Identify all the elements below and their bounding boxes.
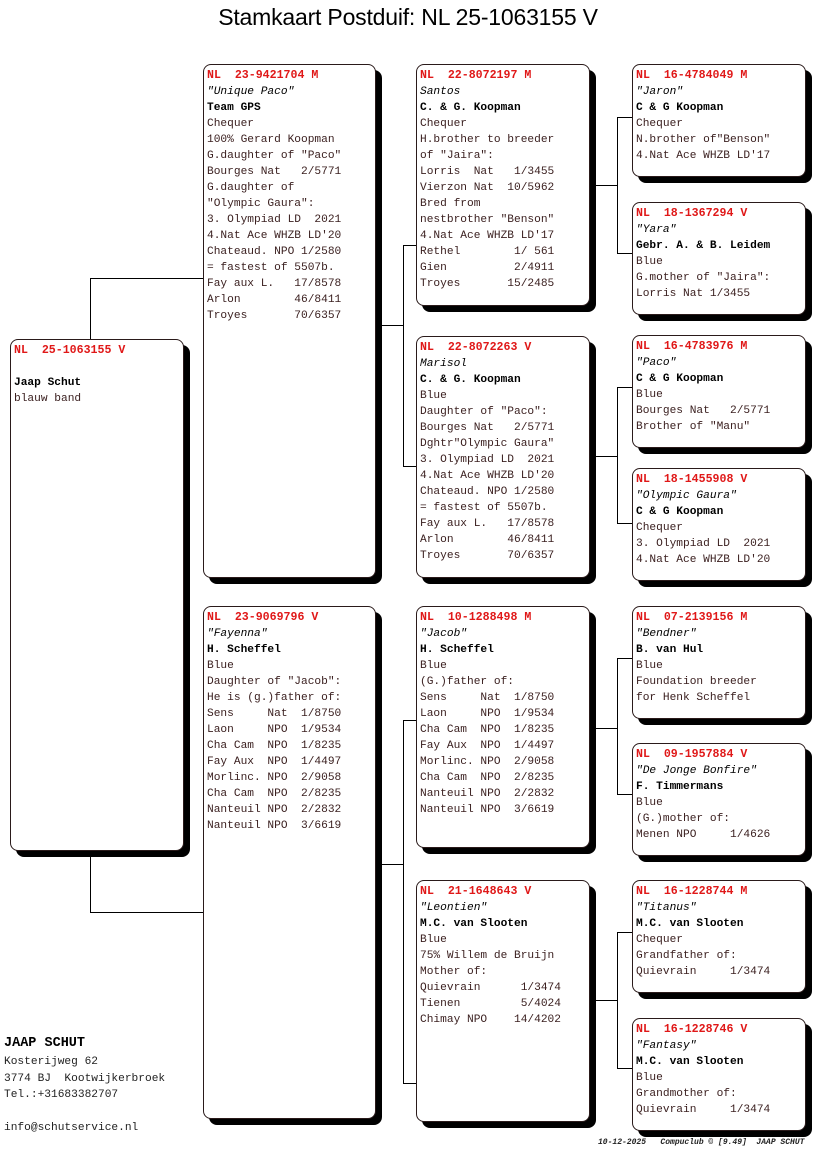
info-line: Morlinc. NPO 2/9058	[420, 756, 555, 768]
info-line: Chequer	[636, 934, 683, 946]
great-grandparent-card-dds[interactable]	[632, 880, 806, 993]
connector	[403, 245, 404, 467]
owner-phone: Tel.:+31683382707	[4, 1089, 119, 1101]
info-line: Arlon 46/8411	[420, 534, 555, 546]
breeder-name: H. Scheffel	[207, 644, 281, 656]
connector	[90, 278, 204, 279]
pigeon-name: "De Jonge Bonfire"	[636, 765, 757, 777]
pigeon-name: Marisol	[420, 358, 467, 370]
info-line: Cha Cam NPO 2/8235	[207, 788, 342, 800]
breeder-name: Gebr. A. & B. Leidem	[636, 240, 771, 252]
info-line: Chequer	[420, 118, 467, 130]
owner-email[interactable]: info@schutservice.nl	[4, 1121, 139, 1134]
info-line: Grandfather of:	[636, 950, 737, 962]
ring-number: NL 21-1648643 V	[420, 885, 532, 898]
connector	[617, 1068, 633, 1069]
info-line: Lorris Nat 1/3455	[420, 166, 555, 178]
breeder-name: F. Timmermans	[636, 781, 724, 793]
ring-number: NL 25-1063155 V	[14, 344, 126, 357]
info-line: Mother of:	[420, 966, 488, 978]
breeder-name: C & G Koopman	[636, 506, 724, 518]
info-line: 100% Gerard Koopman	[207, 134, 335, 146]
info-line: 3. Olympiad LD 2021	[636, 538, 771, 550]
info-line: Chequer	[207, 118, 254, 130]
info-line: G.daughter of	[207, 182, 295, 194]
info-line: Blue	[420, 390, 447, 402]
connector	[617, 117, 633, 118]
info-line: Daughter of "Paco":	[420, 406, 548, 418]
info-line: Sens Nat 1/8750	[420, 692, 555, 704]
info-line: Arlon 46/8411	[207, 294, 342, 306]
connector	[403, 466, 417, 467]
info-line: Sens Nat 1/8750	[207, 708, 342, 720]
info-line: Cha Cam NPO 1/8235	[207, 740, 342, 752]
info-line: Quievrain 1/3474	[636, 966, 771, 978]
info-line: 4.Nat Ace WHZB LD'20	[207, 230, 342, 242]
pigeon-name: "Jaron"	[636, 86, 683, 98]
info-line: Foundation breeder	[636, 676, 757, 688]
info-line: H.brother to breeder	[420, 134, 555, 146]
info-line: 3. Olympiad LD 2021	[420, 454, 555, 466]
info-line: Nanteuil NPO 3/6619	[207, 820, 342, 832]
info-line: 4.Nat Ace WHZB LD'17	[420, 230, 555, 242]
great-grandparent-card-dsd[interactable]	[632, 743, 806, 856]
info-line: Bourges Nat 2/5771	[420, 422, 555, 434]
info-line: Blue	[636, 256, 663, 268]
info-line: N.brother of"Benson"	[636, 134, 771, 146]
connector	[376, 325, 404, 326]
page-title: Stamkaart Postduif: NL 25-1063155 V	[218, 4, 598, 30]
info-line: Blue	[636, 660, 663, 672]
connector	[590, 728, 618, 729]
info-line: Blue	[636, 389, 663, 401]
info-line: Morlinc. NPO 2/9058	[207, 772, 342, 784]
connector	[617, 117, 618, 254]
ring-number: NL 23-9069796 V	[207, 611, 319, 624]
info-line: Quievrain 1/3474	[636, 1104, 771, 1116]
info-line: Menen NPO 1/4626	[636, 829, 771, 841]
info-line: blauw band	[14, 393, 82, 405]
breeder-name: M.C. van Slooten	[636, 1056, 744, 1068]
pigeon-name: "Yara"	[636, 224, 677, 236]
info-line: Troyes 70/6357	[420, 550, 555, 562]
info-line: Nanteuil NPO 3/6619	[420, 804, 555, 816]
info-line: Laon NPO 1/9534	[420, 708, 555, 720]
granddam-maternal-card[interactable]	[416, 880, 590, 1122]
info-line: Grandmother of:	[636, 1088, 737, 1100]
info-line: Blue	[420, 934, 447, 946]
info-line: 4.Nat Ace WHZB LD'20	[420, 470, 555, 482]
connector	[376, 864, 404, 865]
info-line: Fay aux L. 17/8578	[420, 518, 555, 530]
info-line: Fay Aux NPO 1/4497	[420, 740, 555, 752]
ring-number: NL 10-1288498 M	[420, 611, 532, 624]
info-line: 3. Olympiad LD 2021	[207, 214, 342, 226]
connector	[403, 720, 404, 1084]
pigeon-name: "Bendner"	[636, 628, 697, 640]
dam-card[interactable]	[203, 606, 376, 1119]
connector	[617, 253, 633, 254]
pigeon-name: "Fantasy"	[636, 1040, 697, 1052]
info-line: Chimay NPO 14/4202	[420, 1014, 561, 1026]
info-line: Chateaud. NPO 1/2580	[420, 486, 555, 498]
pigeon-name: "Unique Paco"	[207, 86, 295, 98]
info-line: Fay Aux NPO 1/4497	[207, 756, 342, 768]
grandsire-maternal-card[interactable]	[416, 606, 590, 848]
connector	[90, 278, 91, 340]
info-line: = fastest of 5507b.	[420, 502, 548, 514]
ring-number: NL 18-1455908 V	[636, 473, 748, 486]
great-grandparent-card-sss[interactable]	[632, 64, 806, 177]
breeder-name: H. Scheffel	[420, 644, 494, 656]
breeder-name: C & G Koopman	[636, 373, 724, 385]
info-line: Chequer	[636, 522, 683, 534]
ring-number: NL 16-4784049 M	[636, 69, 748, 82]
info-line: Bred from	[420, 198, 481, 210]
info-line: Quievrain 1/3474	[420, 982, 561, 994]
info-line: Laon NPO 1/9534	[207, 724, 342, 736]
spacer-line	[14, 359, 183, 375]
ring-number: NL 07-2139156 M	[636, 611, 748, 624]
info-line: Chateaud. NPO 1/2580	[207, 246, 342, 258]
info-line: Dghtr"Olympic Gaura"	[420, 438, 555, 450]
pigeon-name: "Fayenna"	[207, 628, 268, 640]
info-line: 4.Nat Ace WHZB LD'17	[636, 150, 771, 162]
pigeon-name: "Titanus"	[636, 902, 697, 914]
info-line: Chequer	[636, 118, 683, 130]
connector	[617, 523, 633, 524]
info-line: (G.)mother of:	[636, 813, 730, 825]
info-line: Daughter of "Jacob":	[207, 676, 342, 688]
connector	[403, 1083, 417, 1084]
info-line: Cha Cam NPO 1/8235	[420, 724, 555, 736]
connector	[403, 245, 417, 246]
info-line: (G.)father of:	[420, 676, 514, 688]
info-line: Vierzon Nat 10/5962	[420, 182, 555, 194]
great-grandparent-card-sdd[interactable]	[632, 468, 806, 581]
info-line: Bourges Nat 2/5771	[636, 405, 771, 417]
ring-number: NL 22-8072197 M	[420, 69, 532, 82]
connector	[403, 720, 417, 721]
info-line: He is (g.)father of:	[207, 692, 342, 704]
info-line: for Henk Scheffel	[636, 692, 751, 704]
info-line: Blue	[636, 797, 663, 809]
info-line: Gien 2/4911	[420, 262, 555, 274]
breeder-name: B. van Hul	[636, 644, 704, 656]
connector	[617, 658, 633, 659]
info-line: of "Jaira":	[420, 150, 494, 162]
ring-number: NL 16-1228744 M	[636, 885, 748, 898]
info-line: G.daughter of "Paco"	[207, 150, 342, 162]
breeder-name: M.C. van Slooten	[420, 918, 528, 930]
connector	[90, 912, 204, 913]
connector	[617, 932, 633, 933]
subject-card[interactable]	[10, 339, 184, 851]
ring-number: NL 09-1957884 V	[636, 748, 748, 761]
breeder-name: C. & G. Koopman	[420, 374, 521, 386]
info-line: Brother of "Manu"	[636, 421, 751, 433]
connector	[590, 1000, 618, 1001]
pigeon-name: Santos	[420, 86, 461, 98]
info-line: Nanteuil NPO 2/2832	[207, 804, 342, 816]
great-grandparent-card-ddd[interactable]	[632, 1018, 806, 1131]
info-line: Rethel 1/ 561	[420, 246, 555, 258]
info-line: Nanteuil NPO 2/2832	[420, 788, 555, 800]
breeder-name: C. & G. Koopman	[420, 102, 521, 114]
info-line: Blue	[207, 660, 234, 672]
info-line: G.mother of "Jaira":	[636, 272, 771, 284]
ring-number: NL 16-1228746 V	[636, 1023, 748, 1036]
pigeon-name: "Jacob"	[420, 628, 467, 640]
owner-city: 3774 BJ Kootwijkerbroek	[4, 1072, 166, 1085]
info-line: Blue	[636, 1072, 663, 1084]
ring-number: NL 23-9421704 M	[207, 69, 319, 82]
owner-address: Kosterijweg 62	[4, 1056, 98, 1068]
great-grandparent-card-sds[interactable]	[632, 335, 806, 448]
ring-number: NL 22-8072263 V	[420, 341, 532, 354]
granddam-paternal-card[interactable]	[416, 336, 590, 578]
connector	[590, 185, 618, 186]
pigeon-name: "Leontien"	[420, 902, 488, 914]
connector	[590, 456, 618, 457]
grandsire-paternal-card[interactable]	[416, 64, 590, 306]
pigeon-name: "Olympic Gaura"	[636, 490, 737, 502]
info-line: "Olympic Gaura":	[207, 198, 315, 210]
print-stamp: 10-12-2025 Compuclub © [9.49] JAAP SCHUT	[598, 1138, 805, 1147]
breeder-name: C & G Koopman	[636, 102, 724, 114]
info-line: Fay aux L. 17/8578	[207, 278, 342, 290]
connector	[617, 932, 618, 1069]
info-line: Blue	[420, 660, 447, 672]
connector	[617, 387, 633, 388]
owner-line: Jaap Schut	[14, 377, 82, 389]
owner-spacer	[4, 1104, 165, 1120]
pigeon-name: "Paco"	[636, 357, 677, 369]
connector	[90, 850, 91, 912]
breeder-name: Team GPS	[207, 102, 261, 114]
ring-number: NL 16-4783976 M	[636, 340, 748, 353]
info-line: Troyes 70/6357	[207, 310, 342, 322]
info-line: Troyes 15/2485	[420, 278, 555, 290]
info-line: Tienen 5/4024	[420, 998, 561, 1010]
info-line: = fastest of 5507b.	[207, 262, 335, 274]
info-line: Lorris Nat 1/3455	[636, 288, 751, 300]
ring-number: NL 18-1367294 V	[636, 207, 748, 220]
great-grandparent-card-dss[interactable]	[632, 606, 806, 719]
great-grandparent-card-ssd[interactable]	[632, 202, 806, 315]
info-line: Cha Cam NPO 2/8235	[420, 772, 555, 784]
owner-block	[4, 1034, 165, 1136]
owner-name: JAAP SCHUT	[4, 1036, 86, 1051]
info-line: 75% Willem de Bruijn	[420, 950, 555, 962]
sire-card[interactable]	[203, 64, 376, 578]
connector	[617, 387, 618, 524]
connector	[617, 658, 618, 795]
info-line: 4.Nat Ace WHZB LD'20	[636, 554, 771, 566]
breeder-name: M.C. van Slooten	[636, 918, 744, 930]
info-line: nestbrother "Benson"	[420, 214, 555, 226]
info-line: Bourges Nat 2/5771	[207, 166, 342, 178]
connector	[617, 794, 633, 795]
